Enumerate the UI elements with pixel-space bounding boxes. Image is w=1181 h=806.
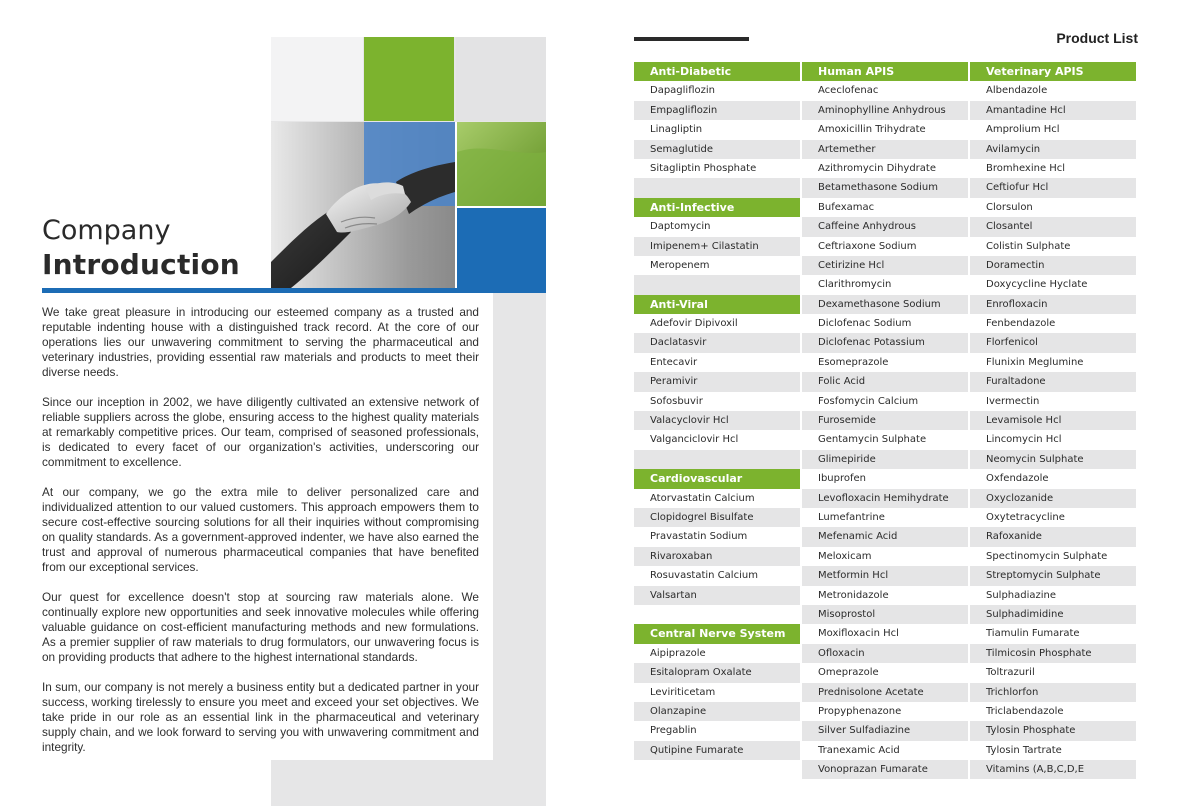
intro-paragraph: We take great pleasure in introducing our esteemed company as a trusted and reputable indenting house with a distinguished track record. At the core of our operations lies our unwavering commitment to serving the pharmaceutical and veterinary industries, providing essential raw materials and products to meet their diverse needs.: [42, 305, 479, 379]
product-item: Closantel: [970, 217, 1138, 236]
product-item: Tylosin Tartrate: [970, 741, 1138, 760]
product-item: Propyphenazone: [802, 702, 970, 721]
product-item: Caffeine Anhydrous: [802, 217, 970, 236]
product-item: Daptomycin: [634, 217, 802, 236]
product-list-title: Product List: [1056, 30, 1138, 46]
product-item: Folic Acid: [802, 372, 970, 391]
product-item: Furaltadone: [970, 372, 1138, 391]
product-item: Levamisole Hcl: [970, 411, 1138, 430]
product-item: Metronidazole: [802, 586, 970, 605]
product-item: Toltrazuril: [970, 663, 1138, 682]
product-item: Ofloxacin: [802, 644, 970, 663]
product-item: Fenbendazole: [970, 314, 1138, 333]
product-item: Amprolium Hcl: [970, 120, 1138, 139]
product-item: Florfenicol: [970, 333, 1138, 352]
product-item: Trichlorfon: [970, 683, 1138, 702]
product-item: Silver Sulfadiazine: [802, 721, 970, 740]
product-item: Misoprostol: [802, 605, 970, 624]
decorative-tile-white: [271, 37, 363, 121]
product-item: Linagliptin: [634, 120, 802, 139]
product-item: Cetirizine Hcl: [802, 256, 970, 275]
product-item: Ceftriaxone Sodium: [802, 237, 970, 256]
product-item: Dapagliflozin: [634, 81, 802, 100]
product-item: Qutipine Fumarate: [634, 741, 802, 760]
product-item: Rivaroxaban: [634, 547, 802, 566]
product-item: Glimepiride: [802, 450, 970, 469]
product-item: Valganciclovir Hcl: [634, 430, 802, 449]
empty-row: [634, 605, 802, 624]
decorative-tile-green: [364, 37, 454, 121]
category-header: Anti-Viral: [634, 295, 802, 314]
product-item: Vitamins (A,B,C,D,E: [970, 760, 1138, 779]
product-item: Meropenem: [634, 256, 802, 275]
product-item: Entecavir: [634, 353, 802, 372]
product-item: Albendazole: [970, 81, 1138, 100]
product-item: Meloxicam: [802, 547, 970, 566]
product-item: Furosemide: [802, 411, 970, 430]
product-item: Gentamycin Sulphate: [802, 430, 970, 449]
product-item: Enrofloxacin: [970, 295, 1138, 314]
product-item: Fosfomycin Calcium: [802, 392, 970, 411]
product-item: Tiamulin Fumarate: [970, 624, 1138, 643]
category-header: Cardiovascular: [634, 469, 802, 488]
product-item: Semaglutide: [634, 140, 802, 159]
product-item: Sulphadiazine: [970, 586, 1138, 605]
product-item: Oxytetracycline: [970, 508, 1138, 527]
product-item: Ivermectin: [970, 392, 1138, 411]
product-item: Streptomycin Sulphate: [970, 566, 1138, 585]
product-item: Daclatasvir: [634, 333, 802, 352]
intro-paragraph: In sum, our company is not merely a business entity but a dedicated partner in your success, working tirelessly to ensure you meet and exceed your set objectives. We take pride in our role as an essential link in the pharmaceutical and veterinary supply chain, and we look forward to serving you with unwavering commitment and integrity.: [42, 680, 479, 754]
product-item: Esitalopram Oxalate: [634, 663, 802, 682]
product-item: Empagliflozin: [634, 101, 802, 120]
page-title: [42, 214, 282, 282]
empty-row: [634, 760, 802, 779]
category-header: Central Nerve System: [634, 624, 802, 643]
product-item: Imipenem+ Cilastatin: [634, 237, 802, 256]
product-item: Prednisolone Acetate: [802, 683, 970, 702]
intro-paragraph: Our quest for excellence doesn't stop at sourcing raw materials alone. We continually explore new opportunities and seek innovative molecules while offering valuable guidance on cost-efficient manufacturing methods and new formulations. As a premier supplier of raw materials to drug formulators, our unwavering focus is on providing products that adhere to the highest international standards.: [42, 590, 479, 664]
product-item: Ibuprofen: [802, 469, 970, 488]
product-item: Diclofenac Potassium: [802, 333, 970, 352]
category-header: Anti-Infective: [634, 198, 802, 217]
product-item: Diclofenac Sodium: [802, 314, 970, 333]
intro-paragraph: Since our inception in 2002, we have diligently cultivated an extensive network of reliable suppliers across the globe, ensuring access to the highest quality materials at remarkably competitive prices. Our team, comprised of seasoned professionals, is dedicated to every facet of our organization's activities, underscoring our commitment to excellence.: [42, 395, 479, 469]
product-column-2: [802, 62, 970, 779]
product-item: Adefovir Dipivoxil: [634, 314, 802, 333]
title-line-introduction: Introduction: [42, 248, 240, 281]
product-item: Aceclofenac: [802, 81, 970, 100]
product-item: Betamethasone Sodium: [802, 178, 970, 197]
product-item: Bufexamac: [802, 198, 970, 217]
product-item: Pregablin: [634, 721, 802, 740]
product-item: Valsartan: [634, 586, 802, 605]
product-item: Sulphadimidine: [970, 605, 1138, 624]
category-header: Anti-Diabetic: [634, 62, 802, 81]
product-item: Artemether: [802, 140, 970, 159]
empty-row: [634, 178, 802, 197]
product-item: Tilmicosin Phosphate: [970, 644, 1138, 663]
product-item: Vonoprazan Fumarate: [802, 760, 970, 779]
product-item: Esomeprazole: [802, 353, 970, 372]
product-item: Amantadine Hcl: [970, 101, 1138, 120]
product-item: Colistin Sulphate: [970, 237, 1138, 256]
product-item: Sofosbuvir: [634, 392, 802, 411]
category-header: Human APIS: [802, 62, 970, 81]
product-item: Oxfendazole: [970, 469, 1138, 488]
product-item: Lincomycin Hcl: [970, 430, 1138, 449]
product-item: Metformin Hcl: [802, 566, 970, 585]
product-item: Amoxicillin Trihydrate: [802, 120, 970, 139]
product-item: Triclabendazole: [970, 702, 1138, 721]
product-item: Mefenamic Acid: [802, 527, 970, 546]
product-item: Olanzapine: [634, 702, 802, 721]
decorative-tile-gray: [456, 37, 546, 121]
product-item: Aipiprazole: [634, 644, 802, 663]
product-item: Moxifloxacin Hcl: [802, 624, 970, 643]
title-line-company: Company: [42, 215, 171, 246]
product-item: Levofloxacin Hemihydrate: [802, 489, 970, 508]
handshake-photo: [271, 122, 546, 288]
category-header: Veterinary APIS: [970, 62, 1138, 81]
product-item: Valacyclovir Hcl: [634, 411, 802, 430]
product-item: Bromhexine Hcl: [970, 159, 1138, 178]
product-item: Clarithromycin: [802, 275, 970, 294]
product-item: Leviriticetam: [634, 683, 802, 702]
product-item: Aminophylline Anhydrous: [802, 101, 970, 120]
product-item: Lumefantrine: [802, 508, 970, 527]
intro-body: [42, 305, 479, 770]
product-item: Rafoxanide: [970, 527, 1138, 546]
product-item: Neomycin Sulphate: [970, 450, 1138, 469]
empty-row: [634, 450, 802, 469]
product-item: Clopidogrel Bisulfate: [634, 508, 802, 527]
product-item: Dexamethasone Sodium: [802, 295, 970, 314]
product-item: Omeprazole: [802, 663, 970, 682]
product-item: Azithromycin Dihydrate: [802, 159, 970, 178]
product-item: Doramectin: [970, 256, 1138, 275]
product-item: Rosuvastatin Calcium: [634, 566, 802, 585]
product-item: Tylosin Phosphate: [970, 721, 1138, 740]
product-item: Ceftiofur Hcl: [970, 178, 1138, 197]
product-item: Tranexamic Acid: [802, 741, 970, 760]
product-item: Atorvastatin Calcium: [634, 489, 802, 508]
product-item: Avilamycin: [970, 140, 1138, 159]
product-item: Peramivir: [634, 372, 802, 391]
decorative-top-bar: [634, 37, 749, 41]
empty-row: [634, 275, 802, 294]
product-item: Pravastatin Sodium: [634, 527, 802, 546]
product-item: Oxyclozanide: [970, 489, 1138, 508]
intro-paragraph: At our company, we go the extra mile to deliver personalized care and individualized attention to our valued customers. This approach empowers them to secure cost-effective sourcing solutions for all their inquiries without compromising on quality standards. As a government-approved indenter, we have also earned the trust and approval of numerous pharmaceutical companies that have benefited from our exceptional services.: [42, 485, 479, 574]
product-column-1: [634, 62, 802, 779]
product-item: Doxycycline Hyclate: [970, 275, 1138, 294]
product-item: Flunixin Meglumine: [970, 353, 1138, 372]
product-item: Sitagliptin Phosphate: [634, 159, 802, 178]
product-item: Spectinomycin Sulphate: [970, 547, 1138, 566]
product-item: Clorsulon: [970, 198, 1138, 217]
product-column-3: [970, 62, 1138, 779]
